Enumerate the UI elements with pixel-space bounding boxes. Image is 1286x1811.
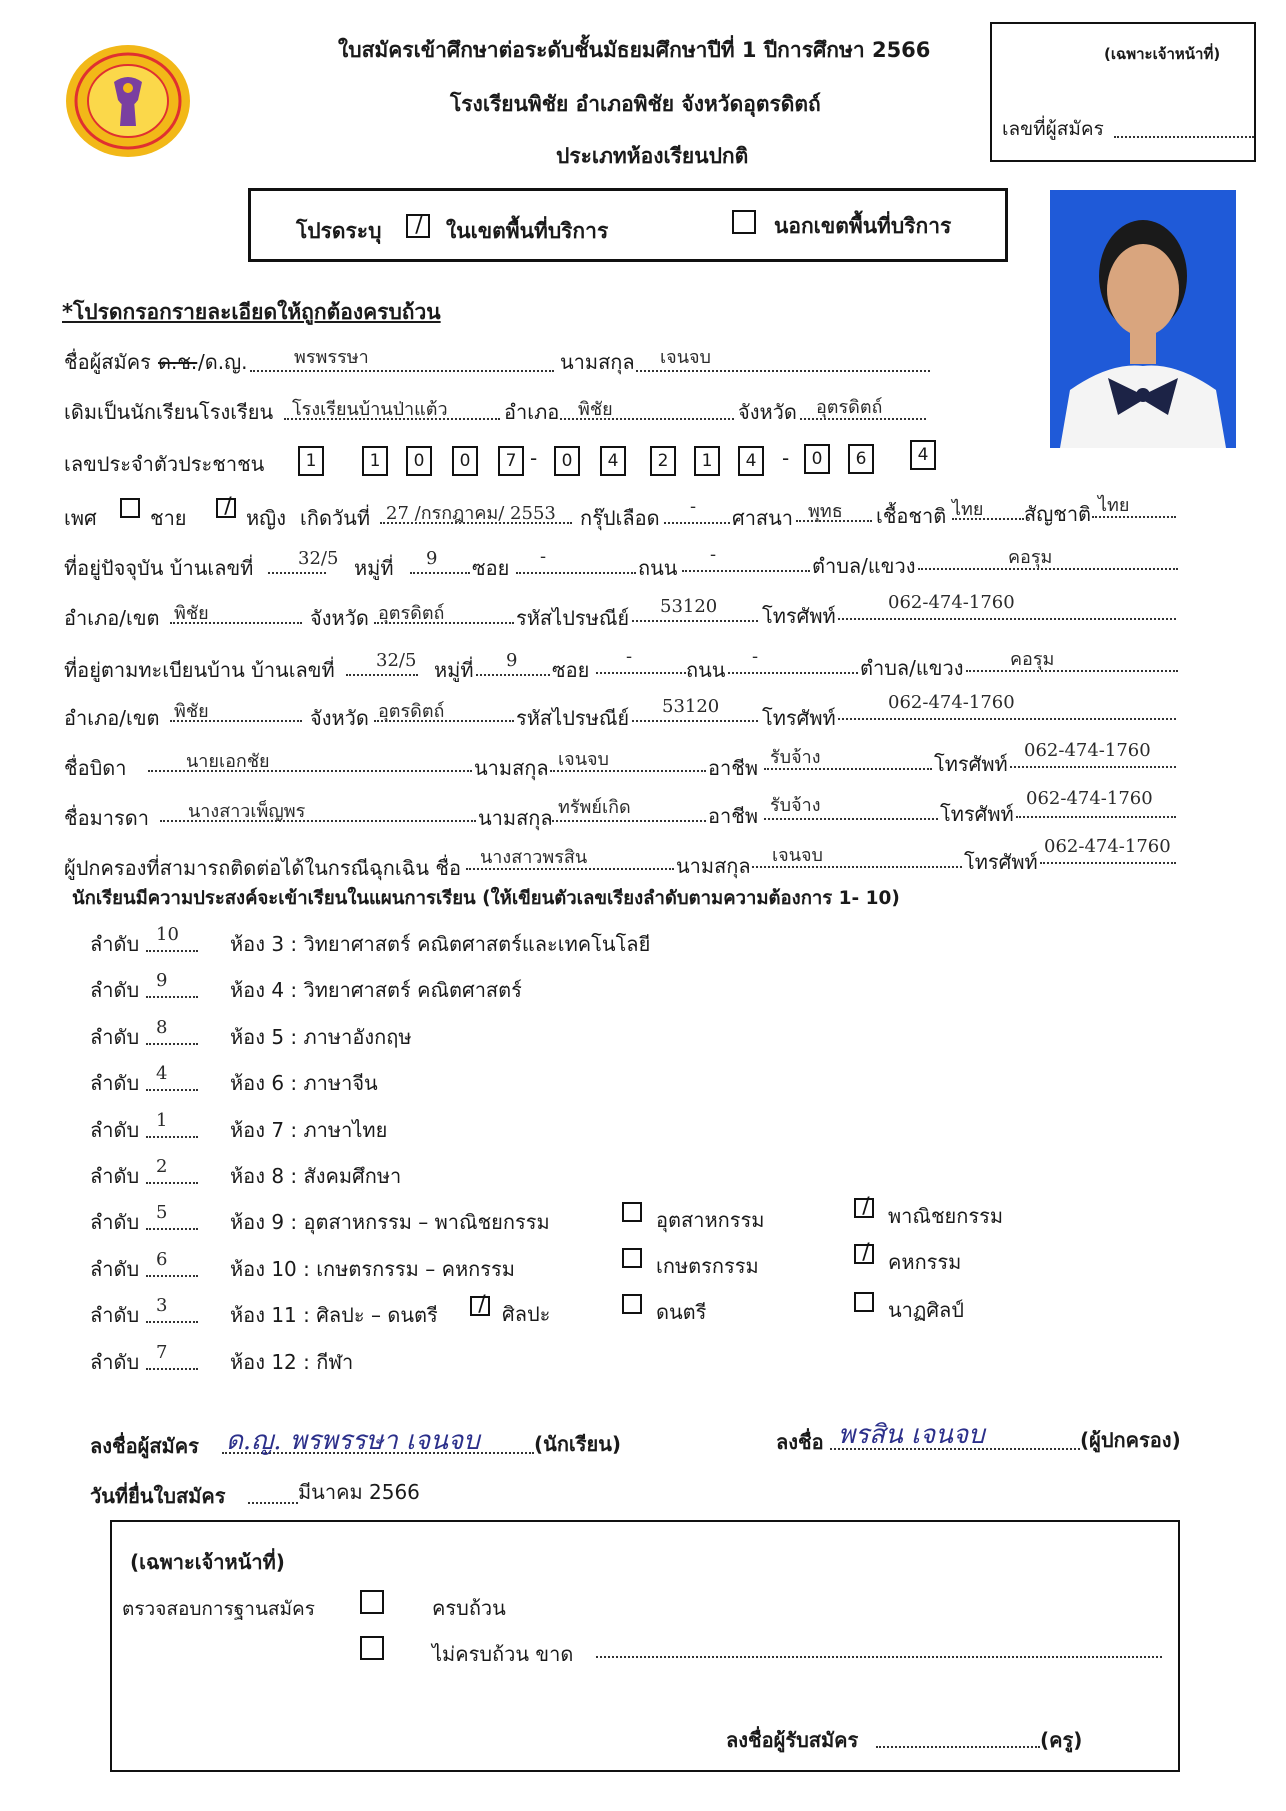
id-digit[interactable]: 6 [848, 444, 874, 474]
reg-road-value[interactable]: - [752, 646, 759, 667]
plan-order-label: ลำดับ [90, 932, 140, 956]
nationality-value[interactable]: ไทย [1098, 495, 1130, 516]
reg-tambon-value[interactable]: คอรุม [1010, 649, 1055, 670]
plan-rank-value[interactable]: 9 [156, 970, 168, 991]
reg-house-value[interactable]: 32/5 [376, 650, 417, 671]
guardian-signature[interactable]: พรสิน เจนจบ [838, 1420, 985, 1450]
industry-checkbox[interactable] [622, 1202, 642, 1222]
home-economics-label: คหกรรม [888, 1250, 962, 1274]
inside-area-checkbox[interactable]: / [406, 214, 430, 238]
cur-moo-line [410, 572, 470, 574]
music-label: ดนตรี [656, 1300, 707, 1324]
plan-room-label: ห้อง 12 : กีฬา [230, 1350, 354, 1374]
receiver-role: (ครู) [1040, 1728, 1083, 1752]
reg-amphoe-value[interactable]: พิชัย [174, 701, 209, 722]
reg-tambon-label: ตำบล/แขวง [860, 656, 964, 680]
mother-label: ชื่อมารดา [64, 806, 149, 830]
mother-phone-line [1016, 816, 1176, 818]
plan-rank-line [146, 1182, 198, 1184]
father-name-value[interactable]: นายเอกชัย [186, 751, 270, 772]
guardian-phone-line [1040, 862, 1176, 864]
plan-order-label: ลำดับ [90, 1071, 140, 1095]
id-digit[interactable]: 1 [362, 446, 388, 476]
room-type: ประเภทห้องเรียนปกติ [556, 144, 749, 168]
cur-tambon-label: ตำบล/แขวง [812, 554, 916, 578]
prev-amphoe-label: อำเภอ [504, 400, 560, 424]
plan-rank-value[interactable]: 6 [156, 1249, 168, 1270]
cur-amphoe-label: อำเภอ/เขต [64, 606, 160, 630]
plan-rank-line [146, 1043, 198, 1045]
cur-postcode-line [632, 620, 758, 622]
id-separator: - [530, 446, 538, 470]
mother-phone-value[interactable]: 062-474-1760 [1026, 788, 1153, 809]
surname-value[interactable]: เจนจบ [660, 347, 711, 368]
blood-line [664, 522, 730, 524]
guardian-surname-label: นามสกุล [676, 854, 751, 878]
dance-checkbox[interactable] [854, 1292, 874, 1312]
mother-surname-value[interactable]: ทรัพย์เกิด [558, 797, 631, 818]
id-digit[interactable]: 7 [498, 446, 524, 476]
cur-soi-label: ซอย [472, 556, 510, 580]
reg-phone-label: โทรศัพท์ [762, 706, 836, 730]
applicant-no-label: เลขที่ผู้สมัคร [1002, 118, 1104, 140]
art-label: ศิลปะ [502, 1302, 551, 1326]
race-label: เชื้อชาติ [876, 504, 947, 528]
incomplete-label: ไม่ครบถ้วน ขาด [432, 1642, 574, 1666]
reg-tambon-line [966, 670, 1178, 672]
father-phone-line [1010, 766, 1176, 768]
cur-house-line [268, 572, 326, 574]
cur-phone-label: โทรศัพท์ [762, 604, 836, 628]
reg-road-label: ถนน [686, 658, 726, 682]
commerce-label: พาณิชยกรรม [888, 1204, 1004, 1228]
plan-rank-value[interactable]: 4 [156, 1063, 168, 1084]
mother-job-label: อาชีพ [708, 804, 758, 828]
mother-name-value[interactable]: นางสาวเพ็ญพร [188, 801, 306, 822]
id-digit[interactable]: 2 [650, 446, 676, 476]
id-digit[interactable]: 0 [406, 446, 432, 476]
applicant-no-field[interactable] [1114, 136, 1254, 138]
submit-date-line [248, 1502, 298, 1504]
missing-items-field[interactable] [596, 1656, 1162, 1658]
male-label: ชาย [150, 506, 187, 530]
cur-soi-value[interactable]: - [540, 546, 547, 567]
agriculture-label: เกษตรกรรม [656, 1254, 759, 1278]
instruction: *โปรดกรอกรายละเอียดให้ถูกต้องครบถ้วน [62, 300, 441, 324]
receiver-sign-line[interactable] [876, 1746, 1040, 1748]
cur-road-line [682, 570, 810, 572]
applicant-signature[interactable]: ด.ญ. พรพรรษา เจนจบ [226, 1426, 480, 1456]
official-use-label: (เฉพาะเจ้าหน้าที่) [1104, 45, 1221, 63]
id-card-label: เลขประจำตัวประชาชน [64, 452, 265, 476]
nationality-label: สัญชาติ [1024, 502, 1092, 526]
blood-label: กรุ๊ปเลือด [580, 506, 660, 530]
cur-road-label: ถนน [638, 556, 678, 580]
id-digit[interactable]: 0 [804, 444, 830, 474]
applicant-name-label: ชื่อผู้สมัคร [64, 350, 151, 374]
title-rest: /ด.ญ. [198, 350, 248, 374]
plan-order-label: ลำดับ [90, 1164, 140, 1188]
id-digit[interactable]: 0 [554, 446, 580, 476]
plan-rank-value[interactable]: 7 [156, 1342, 168, 1363]
submit-date-value[interactable]: มีนาคม 2566 [298, 1480, 420, 1504]
reg-addr-label: ที่อยู่ตามทะเบียนบ้าน บ้านเลขที่ [64, 658, 335, 682]
school-name: โรงเรียนพิชัย อำเภอพิชัย จังหวัดอุตรดิตถ์ [450, 92, 821, 116]
area-prefix: โปรดระบุ [296, 219, 382, 243]
plan-rank-line [146, 1368, 198, 1370]
outside-area-checkbox[interactable] [732, 210, 756, 234]
plans-heading: นักเรียนมีความประสงค์จะเข้าเรียนในแผนการเรียน (ให้เขียนตัวเลขเรียงลำดับตามความต้องการ 1- 10) [72, 888, 900, 909]
submit-date-label: วันที่ยื่นใบสมัคร [90, 1484, 226, 1508]
form-title: ใบสมัครเข้าศึกษาต่อระดับชั้นมัธยมศึกษาปีที่ 1 ปีการศึกษา 2566 [338, 38, 931, 62]
dob-value[interactable]: 27 /กรกฎาคม/ 2553 [386, 503, 556, 524]
title-struck: ด.ช. [158, 350, 198, 374]
guardian-name-value[interactable]: นางสาวพรสิน [480, 847, 588, 868]
plan-order-label: ลำดับ [90, 978, 140, 1002]
agriculture-checkbox[interactable] [622, 1248, 642, 1268]
religion-value[interactable]: พุทธ [808, 501, 843, 522]
sex-label: เพศ [64, 506, 97, 530]
reg-province-label: จังหวัด [310, 706, 369, 730]
plan-rank-line [146, 950, 198, 952]
plan-rank-value[interactable]: 1 [156, 1110, 168, 1131]
prev-province-value[interactable]: อุตรดิตถ์ [816, 397, 883, 418]
cur-house-value[interactable]: 32/5 [298, 548, 339, 569]
cur-moo-value[interactable]: 9 [426, 548, 438, 569]
cur-province-value[interactable]: อุตรดิตถ์ [378, 603, 445, 624]
mother-phone-label: โทรศัพท์ [940, 802, 1014, 826]
complete-label: ครบถ้วน [432, 1596, 506, 1620]
reg-phone-value[interactable]: 062-474-1760 [888, 692, 1015, 713]
guardian-surname-value[interactable]: เจนจบ [772, 845, 823, 866]
father-surname-value[interactable]: เจนจบ [558, 749, 609, 770]
plan-order-label: ลำดับ [90, 1303, 140, 1327]
plan-rank-value[interactable]: 3 [156, 1295, 168, 1316]
reg-province-value[interactable]: อุตรดิตถ์ [378, 701, 445, 722]
cur-postcode-label: รหัสไปรษณีย์ [516, 606, 630, 630]
outside-area-label: นอกเขตพื้นที่บริการ [774, 214, 952, 238]
plan-order-label: ลำดับ [90, 1025, 140, 1049]
guardian-sign-label: ลงชื่อ [776, 1430, 824, 1454]
dob-label: เกิดวันที่ [300, 506, 371, 530]
plan-room-label: ห้อง 10 : เกษตรกรรม – คหกรรม [230, 1257, 515, 1281]
plan-rank-line [146, 1275, 198, 1277]
reg-postcode-label: รหัสไปรษณีย์ [516, 706, 630, 730]
music-checkbox[interactable] [622, 1294, 642, 1314]
plan-room-label: ห้อง 9 : อุตสาหกรรม – พาณิชยกรรม [230, 1210, 550, 1234]
prev-amphoe-value[interactable]: พิชัย [578, 399, 613, 420]
cur-road-value[interactable]: - [710, 544, 717, 565]
surname-label: นามสกุล [560, 350, 635, 374]
applicant-role: (นักเรียน) [534, 1432, 622, 1456]
plan-rank-value[interactable]: 8 [156, 1017, 168, 1038]
cur-soi-line [516, 572, 636, 574]
plan-rank-line [146, 1089, 198, 1091]
prev-school-label: เดิมเป็นนักเรียนโรงเรียน [64, 400, 274, 424]
dance-label: นาฏศิลป์ [888, 1298, 964, 1322]
official-check-label: ตรวจสอบการฐานสมัคร [122, 1598, 315, 1620]
inside-area-label: ในเขตพื้นที่บริการ [446, 219, 609, 243]
plan-room-label: ห้อง 8 : สังคมศึกษา [230, 1164, 402, 1188]
complete-checkbox[interactable] [360, 1590, 384, 1614]
reg-amphoe-label: อำเภอ/เขต [64, 706, 160, 730]
id-digit[interactable]: 1 [694, 446, 720, 476]
plan-rank-line [146, 1136, 198, 1138]
guardian-phone-value[interactable]: 062-474-1760 [1044, 836, 1171, 857]
plan-rank-value[interactable]: 5 [156, 1202, 168, 1223]
reg-soi-label: ซอย [552, 658, 590, 682]
applicant-sign-label: ลงชื่อผู้สมัคร [90, 1434, 199, 1458]
student-photo [1050, 190, 1236, 448]
art-checkbox[interactable]: / [470, 1296, 490, 1316]
father-job-value[interactable]: รับจ้าง [770, 747, 821, 768]
id-digit[interactable]: 4 [738, 446, 764, 476]
reg-phone-line [838, 718, 1176, 720]
father-phone-value[interactable]: 062-474-1760 [1024, 740, 1151, 761]
commerce-checkbox[interactable]: / [854, 1198, 874, 1218]
id-digit[interactable]: 0 [452, 446, 478, 476]
id-digit[interactable]: 4 [910, 440, 936, 470]
receiver-sign-label: ลงชื่อผู้รับสมัคร [726, 1728, 859, 1752]
plan-rank-value[interactable]: 10 [156, 924, 179, 945]
reg-postcode-value[interactable]: 53120 [662, 696, 720, 717]
plan-room-label: ห้อง 3 : วิทยาศาสตร์ คณิตศาสตร์และเทคโนโลยี [230, 932, 651, 956]
guardian-role: (ผู้ปกครอง) [1080, 1428, 1181, 1452]
prev-province-label: จังหวัด [738, 400, 797, 424]
female-checkbox[interactable]: / [216, 498, 236, 518]
reg-postcode-line [632, 720, 758, 722]
reg-moo-line [476, 674, 550, 676]
religion-label: ศาสนา [732, 506, 794, 530]
reg-moo-label: หมู่ที่ [434, 658, 474, 682]
plan-order-label: ลำดับ [90, 1257, 140, 1281]
reg-soi-value[interactable]: - [626, 646, 633, 667]
plan-order-label: ลำดับ [90, 1118, 140, 1142]
cur-phone-value[interactable]: 062-474-1760 [888, 592, 1015, 613]
plan-order-label: ลำดับ [90, 1210, 140, 1234]
reg-road-line [728, 672, 858, 674]
plan-rank-line [146, 1321, 198, 1323]
id-digit[interactable]: 1 [298, 446, 324, 476]
race-value[interactable]: ไทย [952, 499, 984, 520]
cur-phone-line [838, 618, 1176, 620]
official-section-title: (เฉพาะเจ้าหน้าที่) [130, 1550, 285, 1574]
incomplete-checkbox[interactable] [360, 1636, 384, 1660]
plan-room-label: ห้อง 11 : ศิลปะ – ดนตรี [230, 1303, 438, 1327]
female-label: หญิง [246, 506, 286, 530]
home-economics-checkbox[interactable]: / [854, 1244, 874, 1264]
first-name-value[interactable]: พรพรรษา [294, 347, 369, 368]
guardian-label: ผู้ปกครองที่สามารถติดต่อได้ในกรณีฉุกเฉิน ชื่อ [64, 856, 461, 880]
school-logo [62, 42, 194, 160]
id-digit[interactable]: 4 [600, 446, 626, 476]
industry-label: อุตสาหกรรม [656, 1208, 765, 1232]
cur-addr-label: ที่อยู่ปัจจุบัน บ้านเลขที่ [64, 556, 254, 580]
id-separator: - [782, 446, 790, 470]
father-job-label: อาชีพ [708, 756, 758, 780]
plan-rank-value[interactable]: 2 [156, 1156, 168, 1177]
plan-room-label: ห้อง 5 : ภาษาอังกฤษ [230, 1025, 412, 1049]
blood-value[interactable]: - [690, 496, 697, 517]
mother-job-value[interactable]: รับจ้าง [770, 795, 821, 816]
father-phone-label: โทรศัพท์ [934, 752, 1008, 776]
reg-moo-value[interactable]: 9 [506, 650, 518, 671]
plan-room-label: ห้อง 4 : วิทยาศาสตร์ คณิตศาสตร์ [230, 978, 522, 1002]
cur-province-label: จังหวัด [310, 606, 369, 630]
mother-surname-label: นามสกุล [478, 806, 553, 830]
male-checkbox[interactable] [120, 498, 140, 518]
plan-room-label: ห้อง 7 : ภาษาไทย [230, 1118, 388, 1142]
cur-tambon-value[interactable]: คอรุม [1008, 547, 1053, 568]
cur-postcode-value[interactable]: 53120 [660, 596, 718, 617]
reg-soi-line [596, 672, 686, 674]
cur-amphoe-value[interactable]: พิชัย [174, 603, 209, 624]
cur-moo-label: หมู่ที่ [354, 556, 394, 580]
father-label: ชื่อบิดา [64, 756, 127, 780]
plan-rank-line [146, 1228, 198, 1230]
plan-rank-line [146, 996, 198, 998]
reg-house-line [346, 674, 418, 676]
guardian-phone-label: โทรศัพท์ [964, 850, 1038, 874]
plan-room-label: ห้อง 6 : ภาษาจีน [230, 1071, 378, 1095]
plan-order-label: ลำดับ [90, 1350, 140, 1374]
father-surname-label: นามสกุล [474, 756, 549, 780]
prev-school-value[interactable]: โรงเรียนบ้านป่าแต้ว [292, 399, 448, 420]
